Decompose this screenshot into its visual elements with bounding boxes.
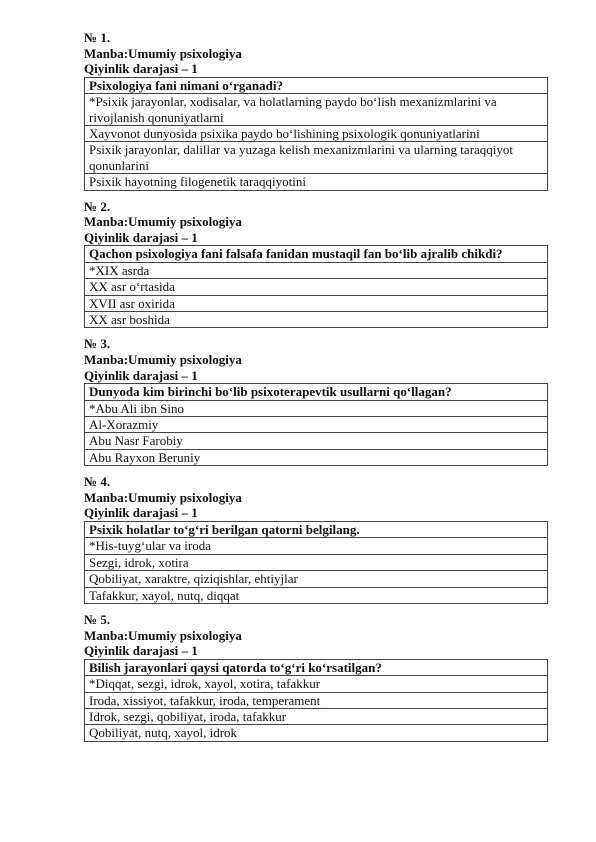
answer-option: Sezgi, idrok, xotira: [85, 554, 548, 570]
answer-option: XVII asr oxirida: [85, 295, 548, 311]
question-block-1: [84, 30, 548, 191]
question-block-3: [84, 336, 548, 466]
answer-option: Xayvonot dunyosida psixika paydo bo‘lishining psixologik qonuniyatlarini: [85, 126, 548, 142]
question-table: [84, 521, 548, 604]
difficulty-level: Qiyinlik darajasi – 1: [84, 61, 198, 77]
difficulty-level: Qiyinlik darajasi – 1: [84, 643, 198, 659]
answer-option: Qobiliyat, nutq, xayol, idrok: [85, 725, 548, 741]
answer-option: Al-Xorazmiy: [85, 417, 548, 433]
question-number: № 2.: [84, 198, 111, 214]
question-source: Manba:Umumiy psixologiya: [84, 214, 242, 230]
answer-option: Abu Nasr Farobiy: [85, 433, 548, 449]
answer-option: *Abu Ali ibn Sino: [85, 400, 548, 416]
question-block-4: [84, 474, 548, 604]
answer-option: Abu Rayxon Beruniy: [85, 449, 548, 465]
answer-option: *XIX asrda: [85, 262, 548, 278]
answer-option: *His-tuyg‘ular va iroda: [85, 538, 548, 554]
question-block-2: [84, 199, 548, 329]
answer-option: *Diqqat, sezgi, idrok, xayol, xotira, tafakkur: [85, 676, 548, 692]
difficulty-level: Qiyinlik darajasi – 1: [84, 505, 198, 521]
question-text: Psixik holatlar to‘g‘ri berilgan qatorni belgilang.: [85, 522, 548, 538]
answer-option: Idrok, sezgi, qobiliyat, iroda, tafakkur: [85, 709, 548, 725]
answer-option: Psixik hayotning filogenetik taraqqiyotini: [85, 174, 548, 190]
answer-option: Iroda, xissiyot, tafakkur, iroda, temperament: [85, 692, 548, 708]
question-table: [84, 659, 548, 742]
question-source: Manba:Umumiy psixologiya: [84, 45, 242, 61]
question-number: № 3.: [84, 336, 111, 352]
answer-option: XX asr o‘rtasida: [85, 279, 548, 295]
question-source: Manba:Umumiy psixologiya: [84, 352, 242, 368]
question-table: [84, 245, 548, 328]
answer-option: *Psixik jarayonlar, xodisalar, va holatlarning paydo bo‘lish mexanizmlarini va rivojlanish qonuniyatlarni: [85, 94, 548, 126]
question-number: № 5.: [84, 612, 111, 628]
answer-option: Qobiliyat, xaraktre, qiziqishlar, ehtiyjlar: [85, 571, 548, 587]
question-source: Manba:Umumiy psixologiya: [84, 489, 242, 505]
answer-option: Psixik jarayonlar, dalillar va yuzaga kelish mexanizmlarini va ularning taraqqiyot qonunlarini: [85, 142, 548, 174]
answer-option: Tafakkur, xayol, nutq, diqqat: [85, 587, 548, 603]
question-number: № 4.: [84, 474, 111, 490]
question-text: Dunyoda kim birinchi bo‘lib psixoterapevtik usullarni qo‘llagan?: [85, 384, 548, 400]
question-text: Bilish jarayonlari qaysi qatorda to‘g‘ri ko‘rsatilgan?: [85, 659, 548, 675]
question-text: Psixologiya fani nimani o‘rganadi?: [85, 77, 548, 93]
question-number: № 1.: [84, 30, 111, 45]
question-table: [84, 383, 548, 466]
question-text: Qachon psixologiya fani falsafa fanidan mustaqil fan bo‘lib ajralib chikdi?: [85, 246, 548, 262]
difficulty-level: Qiyinlik darajasi – 1: [84, 229, 198, 245]
difficulty-level: Qiyinlik darajasi – 1: [84, 367, 198, 383]
test-page: [84, 30, 548, 750]
question-table: [84, 77, 548, 191]
question-source: Manba:Umumiy psixologiya: [84, 627, 242, 643]
answer-option: XX asr boshida: [85, 312, 548, 328]
question-block-5: [84, 612, 548, 742]
